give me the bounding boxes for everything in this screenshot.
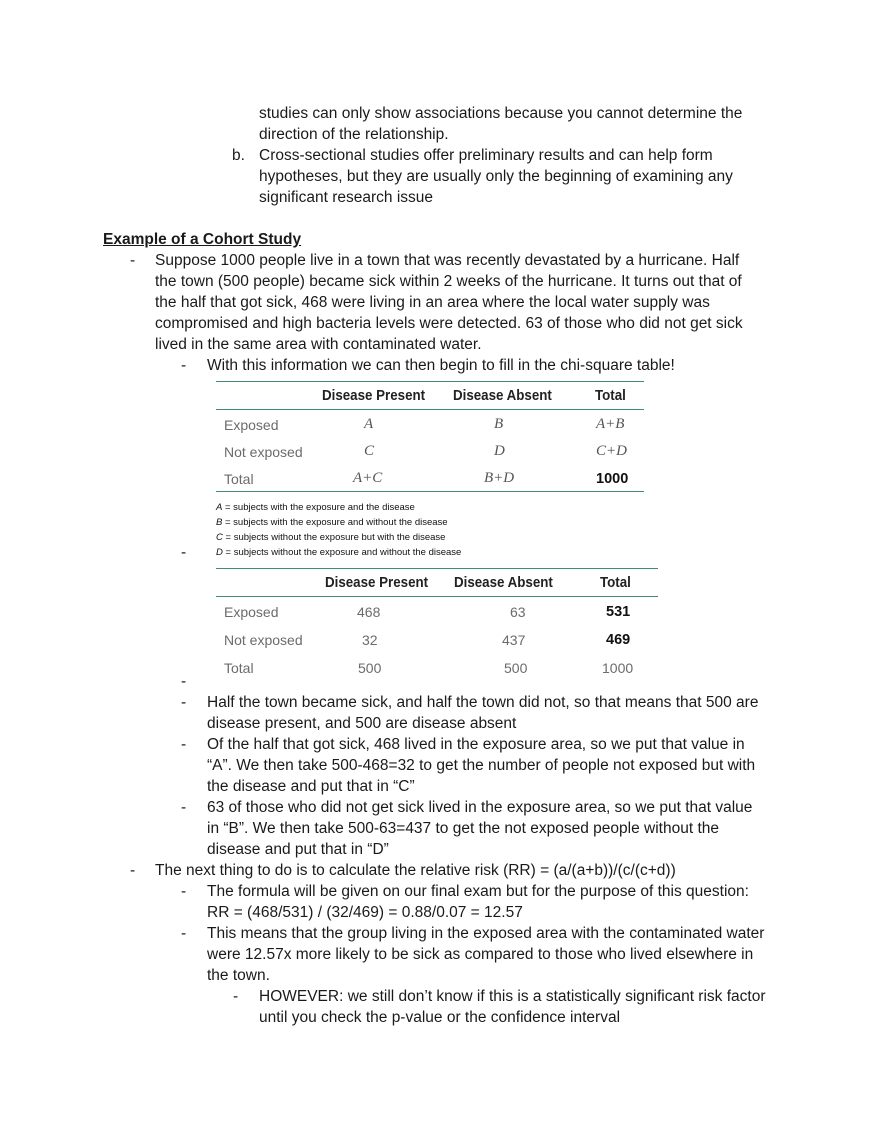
bullet-dash: - xyxy=(130,252,136,269)
table-rule xyxy=(216,596,658,597)
paragraph-line: 63 of those who did not get sick lived in the exposure area, so we put that value xyxy=(207,799,753,816)
paragraph-line: With this information we can then begin to fill in the chi-square table! xyxy=(207,357,675,374)
table-header: Total xyxy=(595,388,626,404)
paragraph-line: Suppose 1000 people live in a town that was recently devastated by a hurricane. Half xyxy=(155,252,740,269)
table-header: Total xyxy=(600,575,631,591)
table-cell-total: 531 xyxy=(606,604,631,620)
table-cell: 468 xyxy=(357,604,381,620)
paragraph-line: Of the half that got sick, 468 lived in the exposure area, so we put that value in xyxy=(207,736,745,753)
table-rule xyxy=(216,568,658,569)
table-cell: A+C xyxy=(353,470,383,486)
bullet-dash: - xyxy=(130,862,136,879)
paragraph-line: This means that the group living in the exposed area with the contaminated water xyxy=(207,925,765,942)
table-cell: B xyxy=(494,416,504,432)
bullet-dash: - xyxy=(233,988,239,1005)
table-cell: C xyxy=(364,443,375,459)
legend-item: A = subjects with the exposure and the disease xyxy=(216,502,415,513)
table-legend xyxy=(216,500,461,560)
table-cell: 500 xyxy=(504,660,528,676)
paragraph-line: the town (500 people) became sick within 2 weeks of the hurricane. It turns out that of xyxy=(155,273,742,290)
paragraph-line: in “B”. We then take 500-63=437 to get the not exposed people without the xyxy=(207,820,719,837)
paragraph-line: The next thing to do is to calculate the relative risk (RR) = (a/(a+b))/(c/(c+d)) xyxy=(155,862,676,879)
table-row-label: Exposed xyxy=(224,604,279,620)
table-row-label: Total xyxy=(224,471,254,487)
paragraph-line: the town. xyxy=(207,967,270,984)
table-cell: D xyxy=(494,443,505,459)
intro-line: studies can only show associations because you cannot determine the xyxy=(259,105,743,122)
intro-line: Cross-sectional studies offer preliminary results and can help form xyxy=(259,147,713,164)
table-row-label: Not exposed xyxy=(224,632,303,648)
table-rule xyxy=(216,409,644,410)
legend-item: B = subjects with the exposure and without the disease xyxy=(216,517,448,528)
table-header: Disease Present xyxy=(322,388,426,404)
bullet-dash: - xyxy=(181,673,187,690)
bullet-dash: - xyxy=(181,544,187,561)
table-row-label: Total xyxy=(224,660,254,676)
table-header: Disease Absent xyxy=(453,388,552,404)
bullet-dash: - xyxy=(181,357,187,374)
paragraph-line: disease and put that in “D” xyxy=(207,841,389,858)
intro-line: significant research issue xyxy=(259,189,434,206)
section-heading: Example of a Cohort Study xyxy=(103,231,302,248)
table-cell: 63 xyxy=(510,604,526,620)
paragraph-line: disease present, and 500 are disease absent xyxy=(207,715,517,732)
legend-item: C = subjects without the exposure but with the disease xyxy=(216,532,446,543)
paragraph-line: lived in the same area with contaminated water. xyxy=(155,336,482,353)
table-header: Disease Present xyxy=(325,575,429,591)
table-cell: A+B xyxy=(596,416,625,432)
bullet-dash: - xyxy=(181,883,187,900)
bullet-dash: - xyxy=(181,736,187,753)
intro-line: direction of the relationship. xyxy=(259,126,449,143)
table-header: Disease Absent xyxy=(454,575,553,591)
bullet-dash: - xyxy=(181,694,187,711)
table-cell: 500 xyxy=(358,660,382,676)
table-cell: 437 xyxy=(502,632,526,648)
paragraph-line: HOWEVER: we still don’t know if this is a statistically significant risk factor xyxy=(259,988,766,1005)
paragraph-line: were 12.57x more likely to be sick as compared to those who lived elsewhere in xyxy=(207,946,754,963)
intro-line: hypotheses, but they are usually only the beginning of examining any xyxy=(259,168,733,185)
table-cell: B+D xyxy=(484,470,515,486)
legend-item: D = subjects without the exposure and without the disease xyxy=(216,547,462,558)
paragraph-line: RR = (468/531) / (32/469) = 0.88/0.07 = 12.57 xyxy=(207,904,523,921)
table-cell-total: 1000 xyxy=(602,660,634,676)
table-cell: 32 xyxy=(362,632,378,648)
table-row-label: Not exposed xyxy=(224,444,303,460)
paragraph-line: the half that got sick, 468 were living in an area where the local water supply was xyxy=(155,294,710,311)
paragraph-line: compromised and high bacteria levels were detected. 63 of those who did not get sick xyxy=(155,315,743,332)
paragraph-line: Half the town became sick, and half the town did not, so that means that 500 are xyxy=(207,694,759,711)
paragraph-line: until you check the p-value or the confidence interval xyxy=(259,1009,621,1026)
table-rule xyxy=(216,381,644,382)
paragraph-line: “A”. We then take 500-468=32 to get the number of people not exposed but with xyxy=(207,757,756,774)
bullet-dash: - xyxy=(181,799,187,816)
table-cell-total: 469 xyxy=(606,632,631,648)
table-rule xyxy=(216,491,644,492)
paragraph-line: the disease and put that in “C” xyxy=(207,778,415,795)
contingency-table-numeric xyxy=(216,567,658,681)
table-row-label: Exposed xyxy=(224,417,279,433)
bullet-dash: - xyxy=(181,925,187,942)
table-cell-total: 1000 xyxy=(596,471,629,487)
table-cell: A xyxy=(364,416,374,432)
contingency-table-symbolic xyxy=(216,380,644,494)
table-cell: C+D xyxy=(596,443,627,459)
paragraph-line: The formula will be given on our final exam but for the purpose of this question: xyxy=(207,883,749,900)
list-marker: b. xyxy=(232,147,245,164)
